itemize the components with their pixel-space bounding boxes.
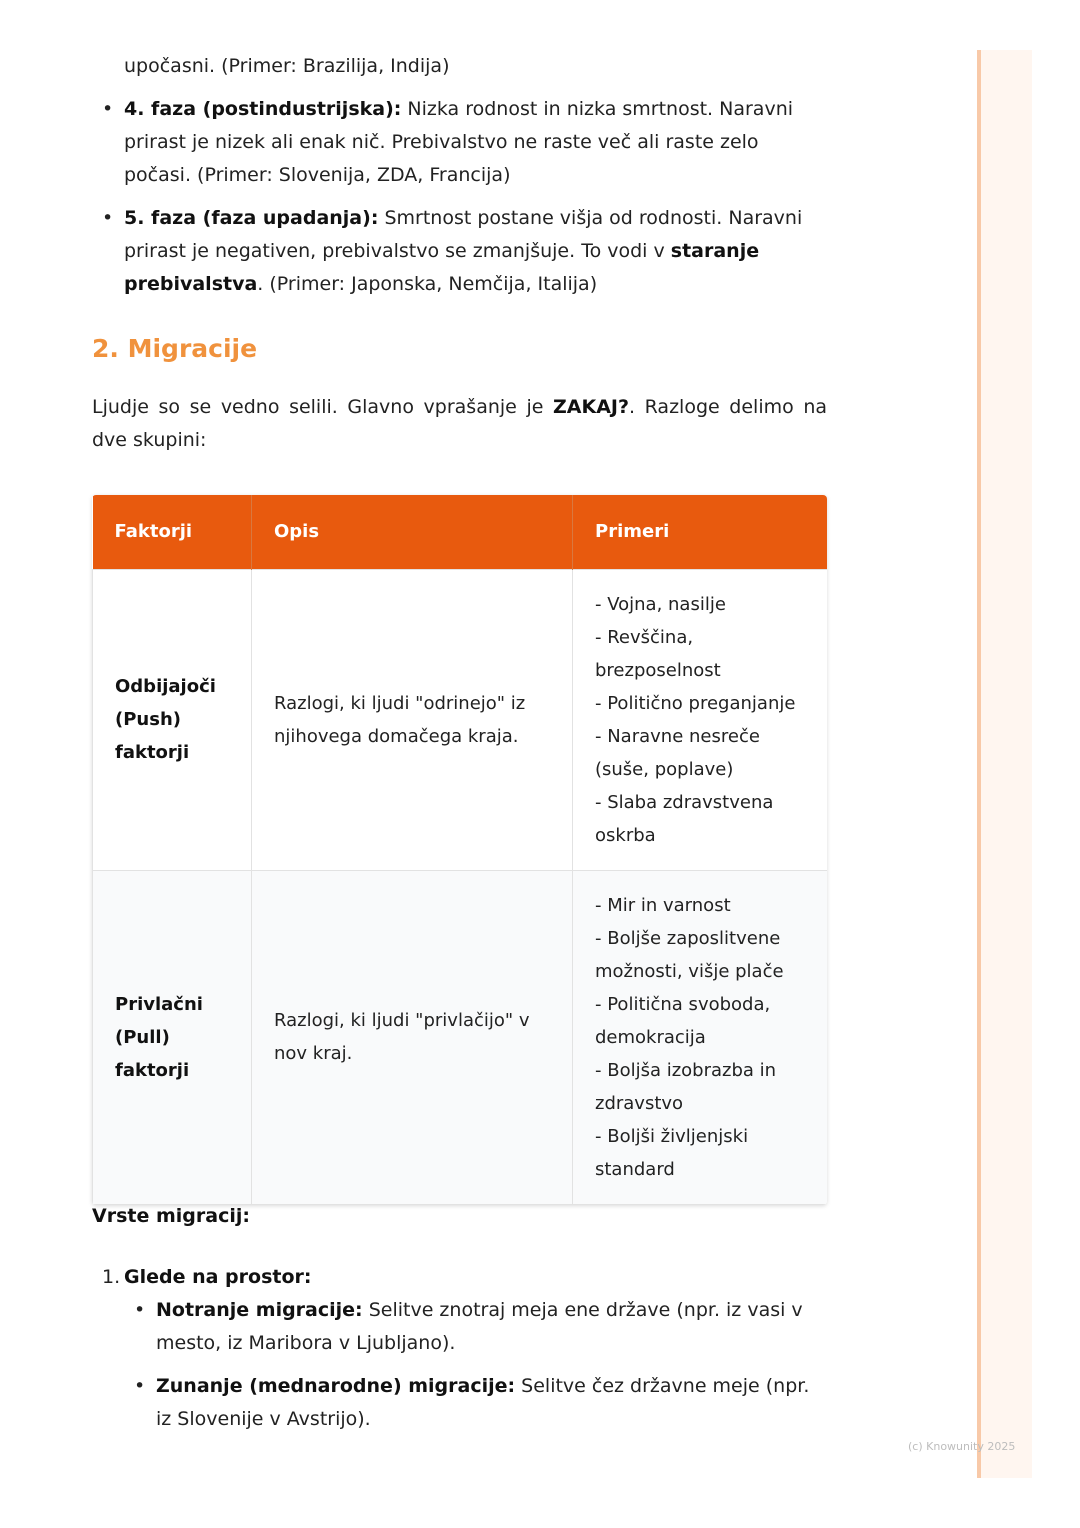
phase-text: Smrtnost postane višja od rodnosti. Naravni prirast je negativen, prebivalstvo se zmanjšuje. To vodi v xyxy=(124,207,803,262)
table-header-cell: Opis xyxy=(252,495,573,569)
table-row xyxy=(93,870,828,1204)
phase-bold-term: staranje prebivalstva xyxy=(124,240,760,295)
sub-text: Selitve znotraj meja ene države (npr. iz vasi v mesto, iz Maribora v Ljubljano). xyxy=(156,1299,803,1354)
migration-types-list xyxy=(92,1261,827,1446)
intro-text: . Razloge delimo na dve skupini: xyxy=(92,396,828,451)
phase-text: Nizka rodnost in nizka smrtnost. Naravni prirast je nizek ali enak nič. Prebivalstvo ne raste več ali raste zelo počasi. (Primer: Slovenija, ZDA, Francija) xyxy=(124,98,794,186)
example-item: - Revščina, brezposelnost xyxy=(595,626,721,681)
table-row xyxy=(93,569,828,870)
migration-types-title: Vrste migracij: xyxy=(92,1205,250,1227)
example-item: - Politična svoboda, demokracija xyxy=(595,993,771,1048)
example-item: - Vojna, nasilje xyxy=(595,593,726,615)
factor-name: Privlačni xyxy=(115,993,203,1015)
list-item xyxy=(92,1261,827,1436)
example-item: - Slaba zdravstvena oskrba xyxy=(595,791,774,846)
table-header-cell: Faktorji xyxy=(93,495,252,569)
example-item: - Mir in varnost xyxy=(595,894,731,916)
phase-label: 5. faza (faza upadanja): xyxy=(124,207,379,229)
description-cell: Razlogi, ki ljudi "odrinejo" iz njihovega domačega kraja. xyxy=(252,569,573,870)
examples-cell xyxy=(573,569,828,870)
example-item: - Boljša izobrazba in zdravstvo xyxy=(595,1059,777,1114)
intro-bold: ZAKAJ? xyxy=(553,396,630,418)
intro-text: Ljudje so se vedno selili. Glavno vprašanje je xyxy=(92,396,554,418)
example-item: - Boljše zaposlitvene možnosti, višje plače xyxy=(595,927,784,982)
continuation-text: upočasni. (Primer: Brazilija, Indija) xyxy=(124,55,450,77)
section-intro xyxy=(92,391,827,457)
examples-cell xyxy=(573,870,828,1204)
copyright-footer: (c) Knowunity 2025 xyxy=(908,1440,1016,1453)
section-heading: 2. Migracije xyxy=(92,334,258,363)
phase-text: . (Primer: Japonska, Nemčija, Italija) xyxy=(257,273,598,295)
factor-name: faktorji xyxy=(115,742,190,763)
phase-label: 4. faza (postindustrijska): xyxy=(124,98,402,120)
factor-cell xyxy=(93,870,252,1204)
sub-list xyxy=(124,1294,827,1436)
example-item: - Naravne nesreče (suše, poplave) xyxy=(595,725,760,780)
sub-label: Zunanje (mednarodne) migracije: xyxy=(156,1375,516,1397)
factor-name: (Push) xyxy=(115,709,181,730)
migration-factors-table xyxy=(92,495,827,1205)
item-number: 1. xyxy=(102,1266,121,1288)
type-label: Glede na prostor: xyxy=(124,1266,312,1288)
list-item xyxy=(92,93,827,192)
sub-label: Notranje migracije: xyxy=(156,1299,363,1321)
factor-name: (Pull) faktorji xyxy=(115,1026,190,1081)
factor-name: Odbijajoči xyxy=(115,676,216,697)
example-item: - Politično preganjanje xyxy=(595,692,796,714)
factor-cell xyxy=(93,569,252,870)
list-item xyxy=(124,1370,827,1436)
list-item xyxy=(124,1294,827,1360)
list-item xyxy=(92,202,827,301)
table-header-cell: Primeri xyxy=(573,495,828,569)
phase-list xyxy=(92,93,827,311)
table-header-row xyxy=(93,495,828,569)
sub-text: Selitve čez državne meje (npr. iz Slovenije v Avstrijo). xyxy=(156,1375,810,1430)
example-item: - Boljši življenjski standard xyxy=(595,1125,749,1180)
description-cell: Razlogi, ki ljudi "privlačijo" v nov kraj. xyxy=(252,870,573,1204)
side-decoration-bar xyxy=(977,50,1032,1478)
